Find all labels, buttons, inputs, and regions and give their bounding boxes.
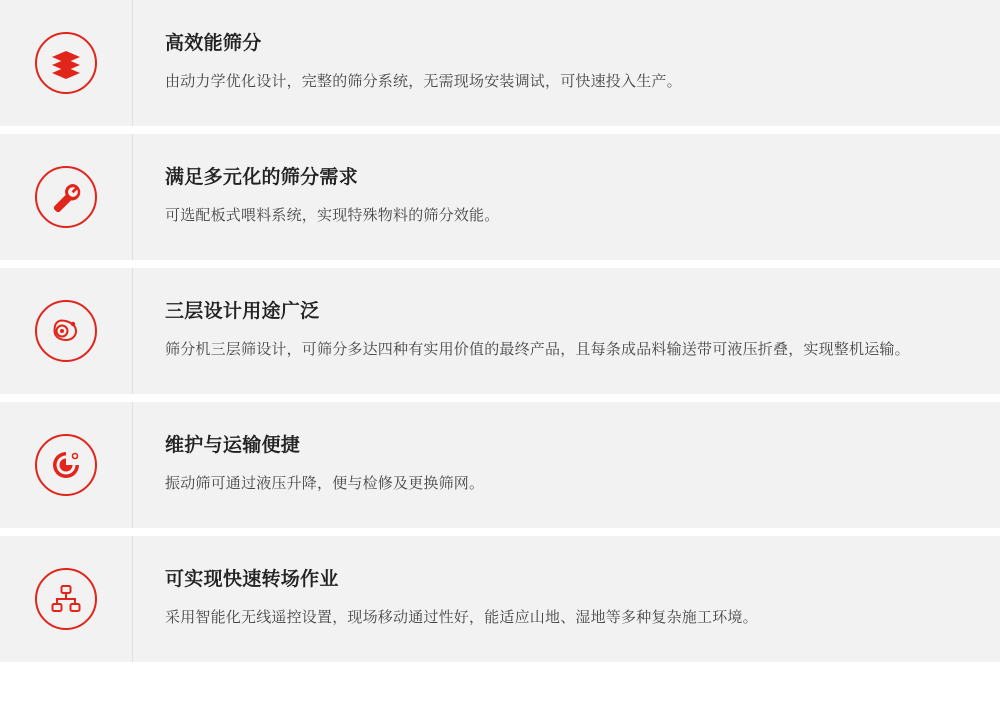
belt-pulley-icon xyxy=(35,300,97,362)
feature-icon-cell xyxy=(0,0,133,126)
feature-title: 可实现快速转场作业 xyxy=(165,568,339,590)
feature-description: 筛分机三层筛设计，可筛分多达四种有实用价值的最终产品，且每条成品料输送带可液压折叠，实现整机运输。 xyxy=(165,341,910,359)
feature-text-cell xyxy=(133,134,1000,260)
feature-description: 可选配板式喂料系统，实现特殊物料的筛分效能。 xyxy=(165,207,500,225)
network-nodes-icon xyxy=(35,568,97,630)
feature-row xyxy=(0,268,1000,394)
feature-row xyxy=(0,402,1000,528)
feature-description: 由动力学优化设计，完整的筛分系统，无需现场安装调试，可快速投入生产。 xyxy=(165,73,682,91)
feature-text-cell xyxy=(133,268,1000,394)
target-gauge-icon xyxy=(35,434,97,496)
feature-row xyxy=(0,536,1000,662)
feature-title: 三层设计用途广泛 xyxy=(165,300,320,322)
layers-icon xyxy=(35,32,97,94)
feature-description: 振动筛可通过液压升降，便与检修及更换筛网。 xyxy=(165,475,485,493)
feature-title: 维护与运输便捷 xyxy=(165,434,301,456)
feature-text-cell xyxy=(133,536,1000,662)
feature-title: 满足多元化的筛分需求 xyxy=(165,166,359,188)
feature-icon-cell xyxy=(0,402,133,528)
wrench-icon xyxy=(35,166,97,228)
feature-row xyxy=(0,0,1000,126)
feature-row xyxy=(0,134,1000,260)
feature-description: 采用智能化无线遥控设置，现场移动通过性好，能适应山地、湿地等多种复杂施工环境。 xyxy=(165,609,758,627)
feature-text-cell xyxy=(133,0,1000,126)
feature-icon-cell xyxy=(0,536,133,662)
feature-title: 高效能筛分 xyxy=(165,32,262,54)
feature-icon-cell xyxy=(0,134,133,260)
feature-text-cell xyxy=(133,402,1000,528)
feature-icon-cell xyxy=(0,268,133,394)
